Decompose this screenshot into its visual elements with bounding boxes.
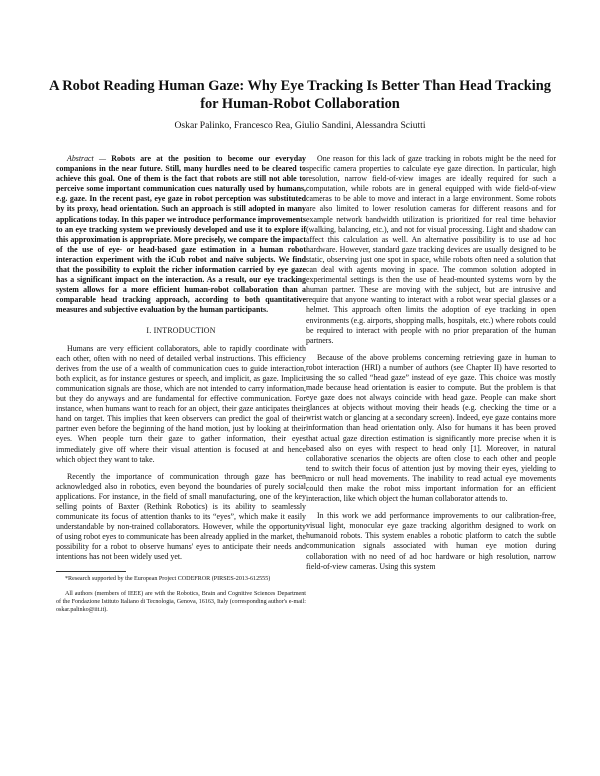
intro-paragraph-1: Humans are very efficient collaborators, able to rapidly coordinate with each other, often with no need of detailed verbal instructions. This efficiency derives from the use of a wealth of communication cues to guide interaction, both explicit, as for instance gestures or speech, and implicit, as gaze. Implicit communication signals are those, which are not intended to carry information, but they do anyways and are fundamental for effective communication. For instance, when humans want to reach for an object, their gaze anticipates their hand on target. This implies that keen observers can predict the goal of their partner even before the beginning of the hand motion, just by looking at their eyes. When people turn their gaze to gather information, their eyes immediately give off where their visual attention is focused at and hence which object they want to take. — [56, 343, 306, 464]
left-column — [56, 154, 306, 617]
intro-paragraph-5: In this work we add performance improvements to our calibration-free, visual light, monocular eye gaze tracking algorithm designed to work on humanoid robots. This system enables a robotic platform to catch the subtle communication signals associated with human eye motion during collaboration with no need of ad hoc hardware or high resolution, narrow field-of-view cameras. Using this system — [306, 511, 556, 571]
footnotes — [56, 571, 306, 615]
footnote-affiliation: All authors (members of IEEE) are with the Robotics, Brain and Cognitive Sciences Department of the Fondazione Istituto Italiano di Tecnologia, Genova, 16163, Italy (corresponding author's e-mail: oskar.palinko@iit.it). — [56, 590, 306, 614]
intro-paragraph-3: One reason for this lack of gaze tracking in robots might be the need for specific camera properties to calculate eye gaze direction. In particular, high resolution, narrow field-of-view images are ideally required for such a computation, while robots are in general equipped with wide field-of-view cameras to be able to move and interact in a large environment. Some robots are also limited to lower resolution cameras for different reasons and for example network bandwidth utilization is prioritized for real time behavior (walking, balancing, etc.), and not for visual processing. Light and shadow can affect this calculation as well. An alternative possibility is to use ad hoc hardware. However, standard gaze tracking devices are usually designed to be static, observing just one spot in space, while robots often need a solution that can deal with agents moving in space. The common solution adopted in experimental settings is then the use of head-mounted systems worn by the human partner. These are moving with the subject, but are intrusive and require that anyone wanting to interact with a robot wear special glasses or a helmet. This approach often limits the adoption of eye tracking in open environments (e.g. airports, shopping malls, hospitals, etc.) where robots could be required to interact with people with no prior preparation of the human partners. — [306, 154, 556, 345]
abstract-text: Robots are at the position to become our everyday companions in the near future. Still, many hurdles need to be cleared to achieve this goal. One of them is the fact that robots are still not able to perceive some important communication cues naturally used by humans, e.g. gaze. In the recent past, eye gaze in robot perception was substituted by its proxy, head orientation. Such an approach is still adopted in many applications today. In this paper we introduce performance improvements to an eye tracking system we previously developed and use it to explore if this approximation is appropriate. More precisely, we compare the impact of the use of eye- or head-based gaze estimation in a human robot interaction experiment with the iCub robot and naïve subjects. We find that the possibility to exploit the richer information carried by eye gaze has a significant impact on the interaction. As a result, our eye tracking system allows for a more efficient human-robot collaboration than a comparable head tracking approach, according to both quantitative measures and subjective evaluation by the human participants. — [56, 154, 306, 315]
intro-paragraph-4: Because of the above problems concerning retrieving gaze in human to robot interaction (HRI) a number of authors (see Chapter II) have resorted to using the so called “head gaze” instead of eye gaze. This choice was mostly made because head orientation is easier to compute. But the problem is that eye gaze does not always coincide with head gaze. People can make short glances at objects without moving their heads (e.g. checking the time or a wrist watch or glancing at a secondary screen). Indeed, eye gaze contains more information than head orientation only. Also for humans it has been proved that actual gaze direction estimation is significantly more precise when it is based also on eyes with respect to head only [1]. Moreover, in natural collaborative scenarios the objects are often close to each other and people tend to switch their focus of attention just by moving their eyes, yielding to micro or null head movements. The inability to read actual eye movements could then make the robot miss important information for an efficient interaction, like which object the human collaborator attends to. — [306, 352, 556, 504]
abstract — [56, 154, 306, 316]
author-list: Oskar Palinko, Francesco Rea, Giulio Sandini, Alessandra Sciutti — [174, 120, 426, 131]
footnote-divider — [56, 571, 126, 572]
intro-paragraph-2: Recently the importance of communication through gaze has been acknowledged also in robotics, even beyond the boundaries of purely social applications. For instance, in the field of small manufacturing, one of the key selling points of Baxter (Rethink Robotics) is its ability to seamlessly communicate its focus of attention thanks to its “eyes”, which make it easily understandable by non-trained collaborators. However, while the opportunity of using robot eyes to communicate has been already applied in the market, the possibility for a robot to observe humans' eyes to anticipate their needs and intentions has not been widely used yet. — [56, 471, 306, 562]
section-heading-introduction: I. INTRODUCTION — [146, 325, 216, 335]
abstract-label: Abstract — — [67, 154, 107, 163]
right-column — [306, 154, 556, 572]
paper-title: A Robot Reading Human Gaze: Why Eye Tracking Is Better Than Head Tracking for Human-Robot Collaboration — [49, 78, 551, 112]
footnote-funding: *Research supported by the European Project CODEFROR (PIRSES-2013-612555) — [65, 575, 271, 582]
